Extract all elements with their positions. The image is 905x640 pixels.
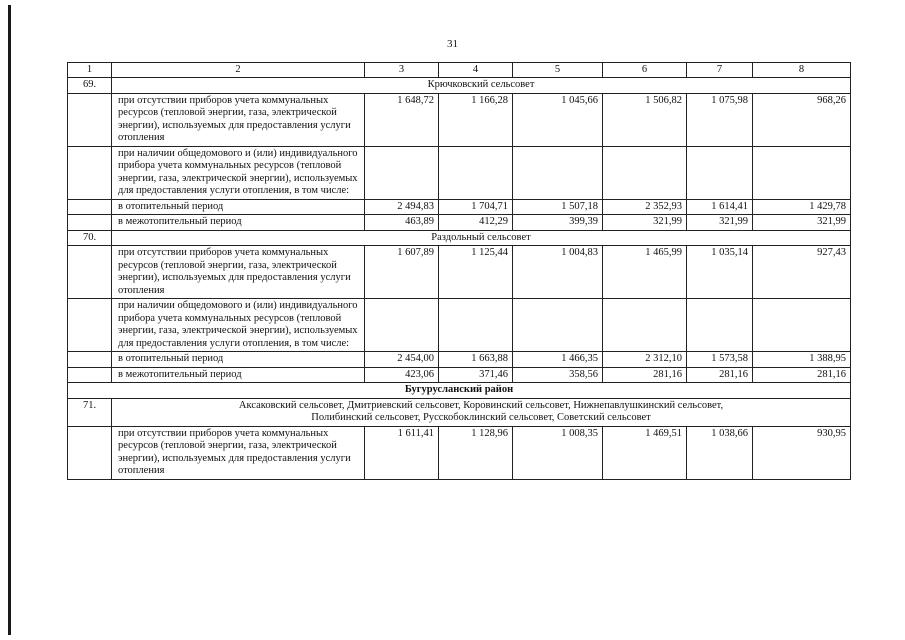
value-cell: 1 038,66 [687,426,753,479]
value-cell: 1 611,41 [365,426,439,479]
value-cell: 281,16 [603,367,687,383]
region-name: Бугурусланский район [68,383,851,399]
table-row [68,199,851,215]
row-label-no-meters: при отсутствии приборов учета коммунальных ресурсов (тепловой энергии, газа, электрической энергии), используемых для предоставления услуги отопления [112,246,365,299]
value-cell: 1 008,35 [513,426,603,479]
settlement-name [112,398,851,426]
value-cell: 2 312,10 [603,352,687,368]
column-header: 4 [439,63,513,78]
tariff-table [67,62,851,480]
value-cell: 1 125,44 [439,246,513,299]
value-cell: 281,16 [687,367,753,383]
value-cell: 1 663,88 [439,352,513,368]
value-cell: 321,99 [603,215,687,231]
value-cell: 1 507,18 [513,199,603,215]
value-cell: 1 465,99 [603,246,687,299]
row-number: 70. [68,230,112,246]
column-header: 7 [687,63,753,78]
scan-edge-bar [8,5,11,635]
value-cell: 1 075,98 [687,93,753,146]
table-row [68,299,851,352]
settlement-row-71 [68,398,851,426]
value-cell: 281,16 [753,367,851,383]
row-label-with-meters: при наличии общедомового и (или) индивидуального прибора учета коммунальных ресурсов (тепловой энергии, газа, электрической энергии), используемых для предоставления услуги отопления, в том числе: [112,299,365,352]
value-cell: 1 614,41 [687,199,753,215]
row-label-interheating: в межотопительный период [112,215,365,231]
row-number: 69. [68,78,112,94]
value-cell: 2 352,93 [603,199,687,215]
value-cell: 399,39 [513,215,603,231]
table-row [68,246,851,299]
settlement-row-69 [68,78,851,94]
page-number: 31 [447,38,458,50]
value-cell: 930,95 [753,426,851,479]
row-label-no-meters: при отсутствии приборов учета коммунальных ресурсов (тепловой энергии, газа, электрической энергии), используемых для предоставления услуги отопления [112,426,365,479]
value-cell: 1 607,89 [365,246,439,299]
row-label-heating: в отопительный период [112,352,365,368]
table-row [68,215,851,231]
settlement-name: Раздольный сельсовет [112,230,851,246]
value-cell: 1 466,35 [513,352,603,368]
column-header: 5 [513,63,603,78]
column-header: 1 [68,63,112,78]
table-row [68,146,851,199]
value-cell: 1 648,72 [365,93,439,146]
value-cell: 1 166,28 [439,93,513,146]
table-row [68,352,851,368]
value-cell: 358,56 [513,367,603,383]
value-cell: 412,29 [439,215,513,231]
value-cell: 968,26 [753,93,851,146]
value-cell: 1 429,78 [753,199,851,215]
value-cell: 321,99 [687,215,753,231]
settlement-name-line: Полибинский сельсовет, Русскобоклинский сельсовет, Советский сельсовет [311,412,651,423]
value-cell: 1 704,71 [439,199,513,215]
value-cell: 1 004,83 [513,246,603,299]
table-row [68,367,851,383]
table-row [68,426,851,479]
value-cell: 321,99 [753,215,851,231]
settlement-name-line: Аксаковский сельсовет, Дмитриевский сельсовет, Коровинский сельсовет, Нижнепавлушкинский сельсовет, [238,399,724,411]
value-cell: 371,46 [439,367,513,383]
value-cell: 2 494,83 [365,199,439,215]
row-label-heating: в отопительный период [112,199,365,215]
value-cell: 1 469,51 [603,426,687,479]
value-cell: 1 388,95 [753,352,851,368]
value-cell: 927,43 [753,246,851,299]
row-label-no-meters: при отсутствии приборов учета коммунальных ресурсов (тепловой энергии, газа, электрической энергии), используемых для предоставления услуги отопления [112,93,365,146]
value-cell: 2 454,00 [365,352,439,368]
column-number-row [68,63,851,78]
region-row [68,383,851,399]
settlement-row-70 [68,230,851,246]
row-label-interheating: в межотопительный период [112,367,365,383]
row-number: 71. [68,398,112,426]
value-cell: 1 128,96 [439,426,513,479]
row-label-with-meters: при наличии общедомового и (или) индивидуального прибора учета коммунальных ресурсов (тепловой энергии, газа, электрической энергии), используемых для предоставления услуги отопления, в том числе: [112,146,365,199]
column-header: 3 [365,63,439,78]
column-header: 6 [603,63,687,78]
value-cell: 1 035,14 [687,246,753,299]
column-header: 8 [753,63,851,78]
settlement-name: Крючковский сельсовет [112,78,851,94]
table-row [68,93,851,146]
value-cell: 463,89 [365,215,439,231]
value-cell: 1 045,66 [513,93,603,146]
value-cell: 1 506,82 [603,93,687,146]
column-header: 2 [112,63,365,78]
value-cell: 423,06 [365,367,439,383]
value-cell: 1 573,58 [687,352,753,368]
